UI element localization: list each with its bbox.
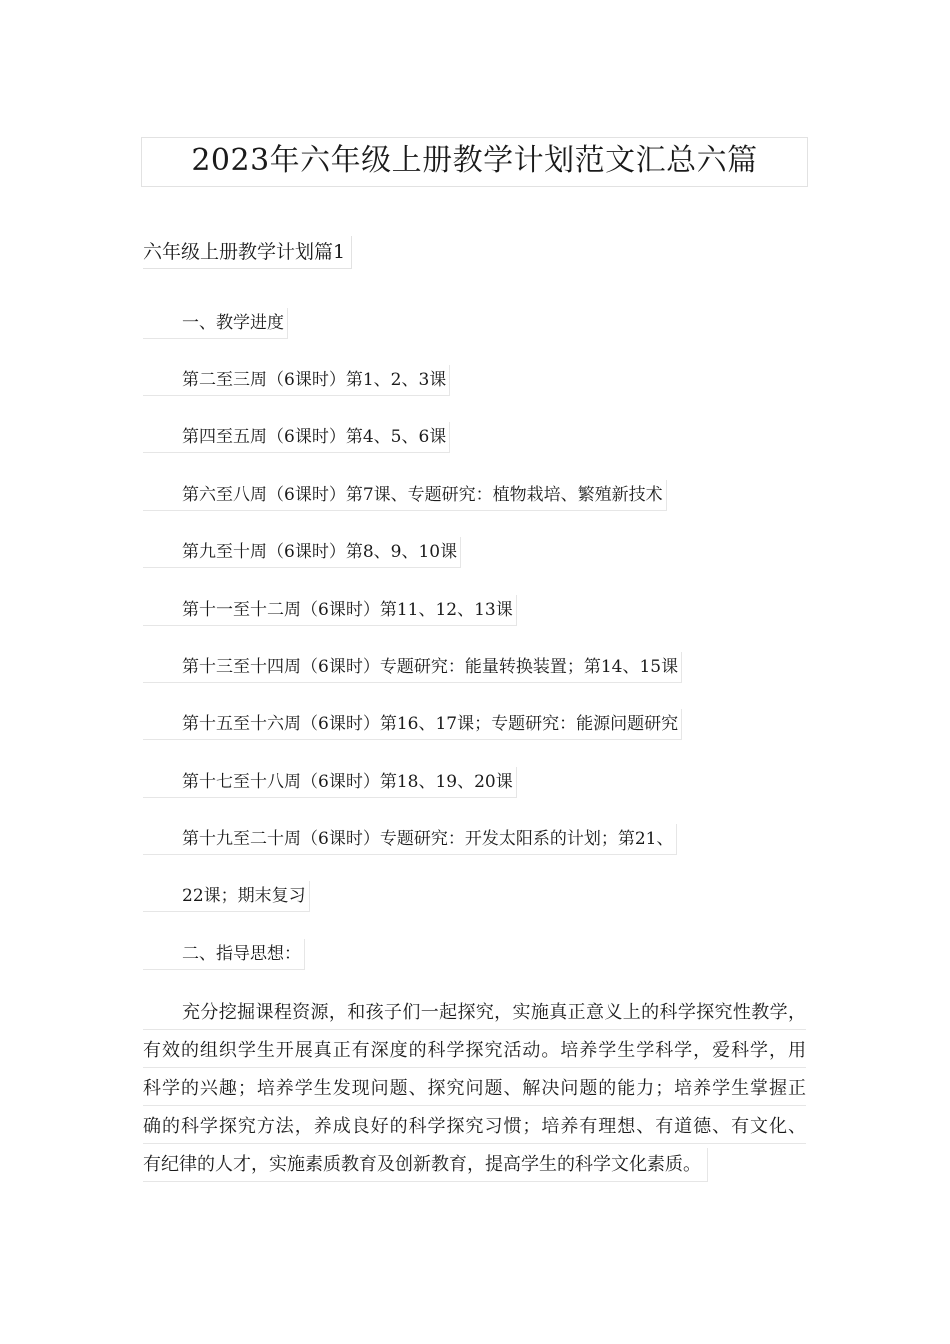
schedule-line: 第六至八周（6课时）第7课、专题研究：植物栽培、繁殖新技术 xyxy=(143,480,667,511)
paragraph-line: 科学的兴趣；培养学生发现问题、探究问题、解决问题的能力；培养学生掌握正 xyxy=(143,1072,806,1106)
heading-guiding-ideology: 二、指导思想： xyxy=(143,939,305,970)
document-title: 2023年六年级上册教学计划范文汇总六篇 xyxy=(141,137,808,187)
schedule-line: 第二至三周（6课时）第1、2、3课 xyxy=(143,365,450,396)
schedule-line: 第十七至十八周（6课时）第18、19、20课 xyxy=(143,767,517,798)
schedule-line: 第十三至十四周（6课时）专题研究：能量转换装置；第14、15课 xyxy=(143,652,682,683)
paragraph-line: 有纪律的人才，实施素质教育及创新教育，提高学生的科学文化素质。 xyxy=(143,1148,708,1182)
schedule-line: 第十一至十二周（6课时）第11、12、13课 xyxy=(143,595,517,626)
section-heading: 六年级上册教学计划篇1 xyxy=(143,236,352,269)
schedule-line-continued: 22课；期末复习 xyxy=(143,881,310,912)
schedule-line: 第十九至二十周（6课时）专题研究：开发太阳系的计划；第21、 xyxy=(143,824,677,855)
schedule-line: 第九至十周（6课时）第8、9、10课 xyxy=(143,537,461,568)
heading-teaching-progress: 一、教学进度 xyxy=(143,308,288,339)
schedule-line: 第十五至十六周（6课时）第16、17课；专题研究：能源问题研究 xyxy=(143,709,682,740)
schedule-line: 第四至五周（6课时）第4、5、6课 xyxy=(143,422,450,453)
guiding-ideology-paragraph xyxy=(143,996,806,1186)
paragraph-line: 确的科学探究方法，养成良好的科学探究习惯；培养有理想、有道德、有文化、 xyxy=(143,1110,806,1144)
paragraph-line: 有效的组织学生开展真正有深度的科学探究活动。培养学生学科学，爱科学，用 xyxy=(143,1034,806,1068)
paragraph-line: 充分挖掘课程资源，和孩子们一起探究，实施真正意义上的科学探究性教学， xyxy=(143,996,806,1030)
